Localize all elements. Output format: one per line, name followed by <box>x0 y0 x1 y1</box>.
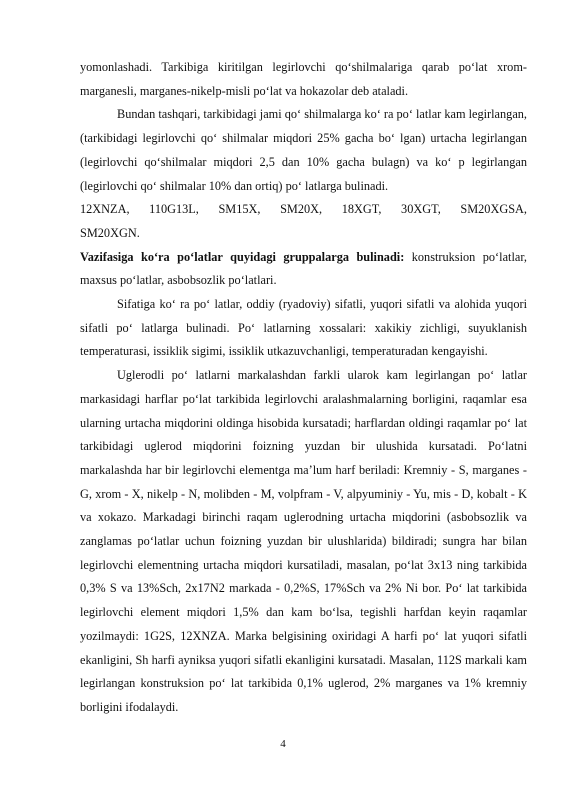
purpose-groups-text: konstruksion po‘latlar, maxsus po‘latlar, asbobsozlik po‘latlari. <box>80 249 527 288</box>
paragraph-marking: Uglerodli po‘ latlarni markalashdan farkli ularok kam legirlangan po‘ latlar markasidagi harflar po‘lat tarkibida legirlovchi aralashmalarning borligini, raqamlar esa ularning urtacha miqdorini oldinga hisobida kursatadi; harflardan oldingi raqamlar po‘ lat tarkibidagi uglerod miqdorini foizning yuzdan bir ulushida kursatadi. Po‘latni markalashda har bir legirlovchi elementga ma’lum harf beriladi: Kremniy - S, marganes - G, xrom - X, nikelp - N, molibden - M, volpfram - V, alpyuminiy - Yu, mis - D, kobalt - K va xokazo. Markadagi birinchi raqam uglerodning urtacha miqdorini (asbobsozlik va zanglamas po‘latlar uchun foizning yuzdan bir ulushlarida) bildiradi; sungra har bilan legirlovchi elementning urtacha miqdori kursatiladi, masalan, po‘lat 3x13 ning tarkibida 0,3% S va 13%Sch, 2x17N2 markada - 0,2%S, 17%Sch va 2% Ni bor. Po‘ lat tarkibida legirlovchi element miqdori 1,5% dan kam bo‘lsa, tegishli harfdan keyin raqamlar yozilmaydi: 1G2S, 12XNZA. Marka belgisining oxiridagi A harfi po‘ lat yuqori sifatli ekanligini, Sh harfi ayniksa yuqori sifatli ekanligini kursatadi. Masalan, 112S markali kam legirlangan konstruksion po‘ lat tarkibida 0,1% uglerod, 2% marganes va 1% kremniy borligini ifodalaydi. <box>80 368 527 714</box>
paragraph-quality: Sifatiga ko‘ ra po‘ latlar, oddiy (ryadoviy) sifatli, yuqori sifatli va alohida yuqori sifatli po‘ latlarga bulinadi. Po‘ latlarning xossalari: xakikiy zichligi, suyuklanish temperaturasi, issiklik sigimi, issiklik utkazuvchanligi, temperaturadan kengayishi. <box>80 297 527 359</box>
document-body <box>80 56 527 720</box>
paragraph-purpose-groups <box>80 246 527 293</box>
steel-grade-codes-end: SM20XGN. <box>80 225 140 240</box>
purpose-groups-heading: Vazifasiga ko‘ra po‘latlar quyidagi gruppalarga bulinadi: <box>80 249 405 264</box>
paragraph-continuation: yomonlashadi. Tarkibiga kiritilgan legirlovchi qo‘shilmalariga qarab po‘lat xrom-marganesli, marganes-nikelp-misli po‘lat va hokazolar deb ataladi. <box>80 60 527 98</box>
page-number: 4 <box>280 738 286 750</box>
paragraph-alloy-levels: Bundan tashqari, tarkibidagi jami qo‘ shilmalarga ko‘ ra po‘ latlar kam legirlangan, (tarkibidagi legirlovchi qo‘ shilmalar miqdori 25% gacha bo‘ lgan) urtacha legirlangan (legirlovchi qo‘shilmalar miqdori 2,5 dan 10% gacha bulagn) va ko‘ p legirlangan (legirlovchi qo‘ shilmalar 10% dan ortiq) po‘ latlarga bulinadi. <box>80 107 527 193</box>
steel-grade-codes: 12XNZA, 110G13L, SM15X, SM20X, 18XGT, 30XGT, SM20XGSA, <box>80 202 527 217</box>
